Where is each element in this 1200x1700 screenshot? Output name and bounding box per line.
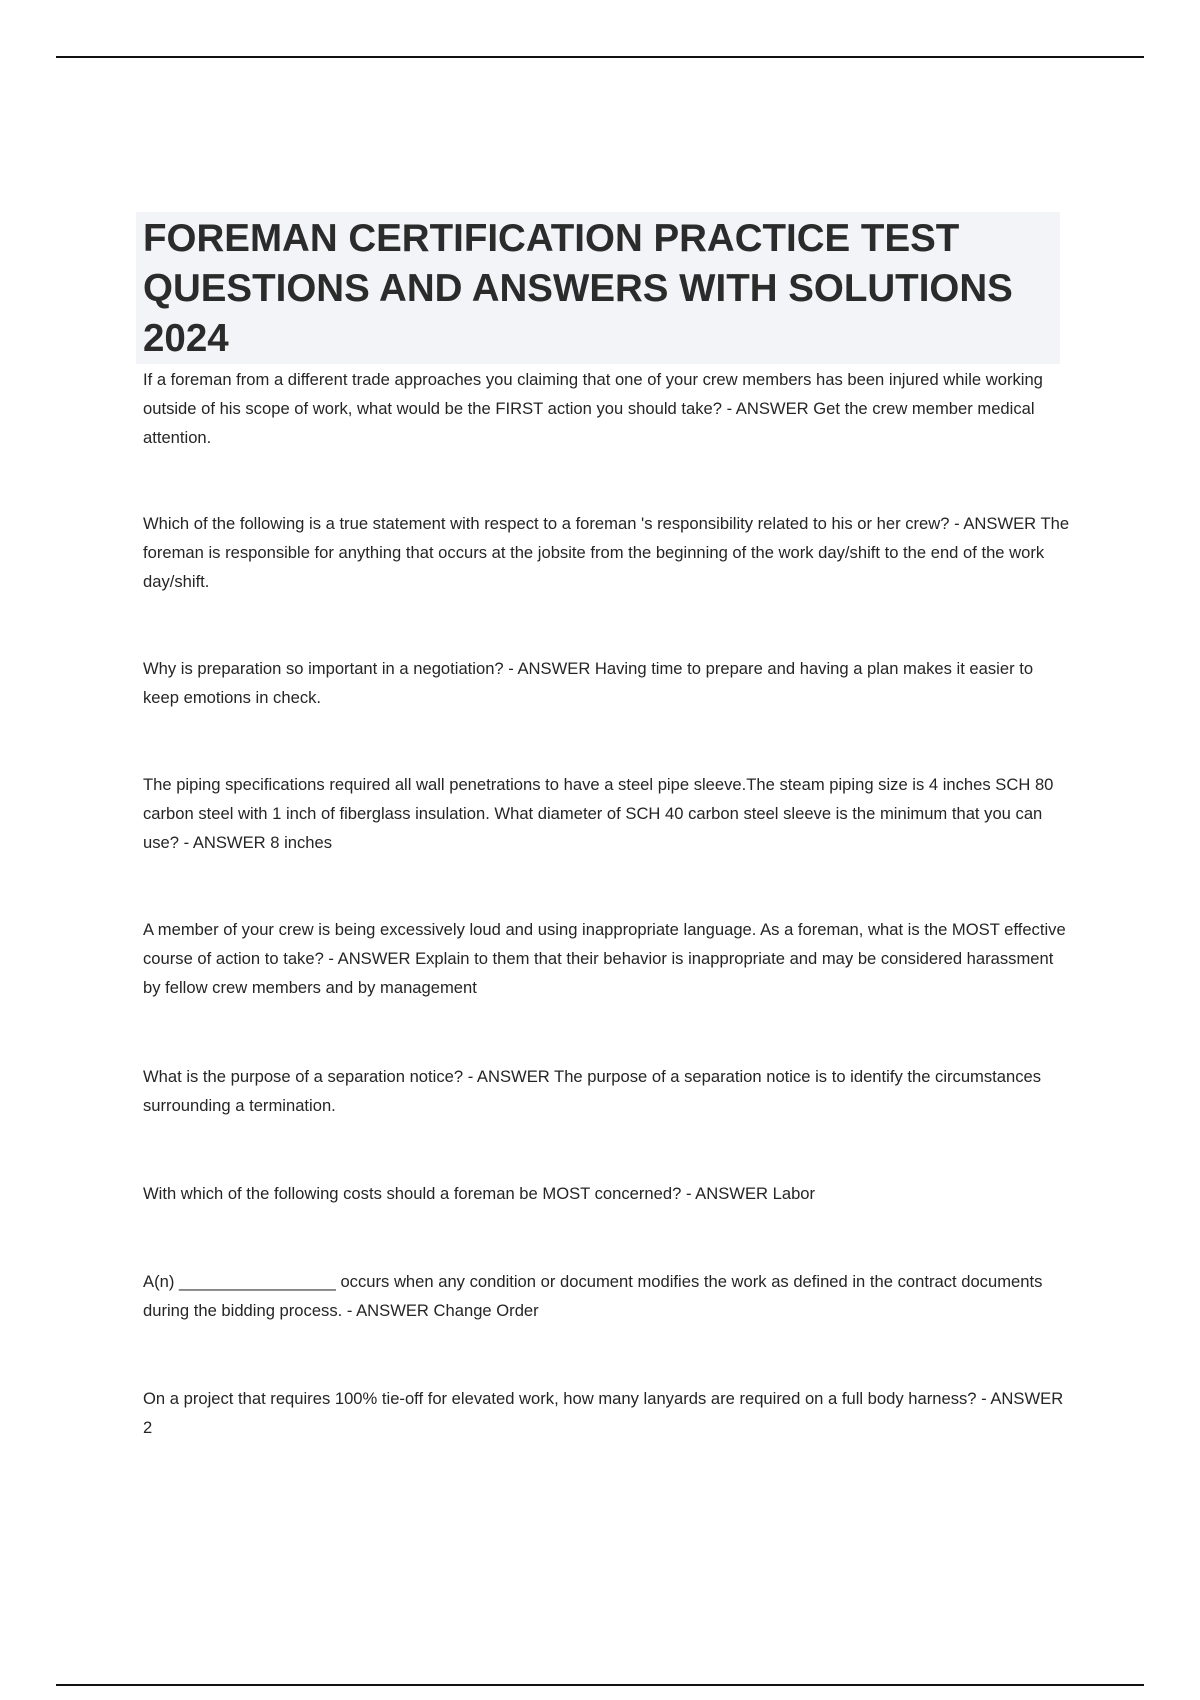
- qa-item-7: With which of the following costs should a foreman be MOST concerned? - ANSWER Labor: [143, 1184, 816, 1203]
- qa-item-5: A member of your crew is being excessively loud and using inappropriate language. As a foreman, what is the MOST effective course of action to take? - ANSWER Explain to them that their behavior is inappropriate and may be considered harassment by fellow crew members and by management: [143, 920, 1066, 997]
- document-title: FOREMAN CERTIFICATION PRACTICE TEST QUESTIONS AND ANSWERS WITH SOLUTIONS 2024: [143, 217, 1013, 360]
- bottom-divider: [56, 1684, 1144, 1686]
- qa-item-9: On a project that requires 100% tie-off for elevated work, how many lanyards are required on a full body harness? - ANSWER 2: [143, 1389, 1064, 1437]
- qa-item-4: The piping specifications required all wall penetrations to have a steel pipe sleeve.The steam piping size is 4 inches SCH 80 carbon steel with 1 inch of fiberglass insulation. What diameter of SCH 40 carbon steel sleeve is the minimum that you can use? - ANSWER 8 inches: [143, 775, 1054, 852]
- qa-item-6: What is the purpose of a separation notice? - ANSWER The purpose of a separation notice is to identify the circumstances surrounding a termination.: [143, 1067, 1042, 1115]
- qa-item-2: Which of the following is a true statement with respect to a foreman 's responsibility related to his or her crew? - ANSWER The foreman is responsible for anything that occurs at the jobsite from the beginning of the work day/shift to the end of the work day/shift.: [143, 514, 1070, 591]
- qa-item-3: Why is preparation so important in a negotiation? - ANSWER Having time to prepare and having a plan makes it easier to keep emotions in check.: [143, 659, 1034, 707]
- qa-item-8: A(n) _________________ occurs when any condition or document modifies the work as defined in the contract documents during the bidding process. - ANSWER Change Order: [143, 1272, 1043, 1320]
- qa-item-1: If a foreman from a different trade approaches you claiming that one of your crew members has been injured while working outside of his scope of work, what would be the FIRST action you should take? - ANSWER Get the crew member medical attention.: [143, 370, 1043, 447]
- top-divider: [56, 56, 1144, 58]
